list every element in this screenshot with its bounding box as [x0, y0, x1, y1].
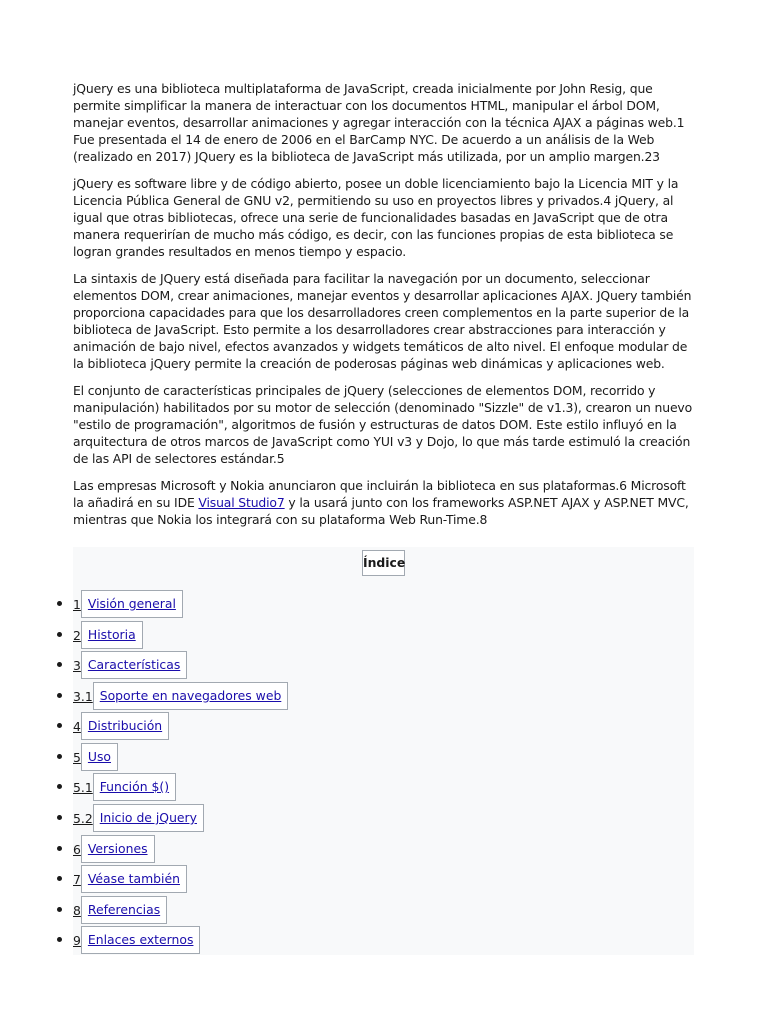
- toc-number[interactable]: 3: [73, 657, 81, 673]
- toc-number[interactable]: 4: [73, 718, 81, 734]
- toc-item-funcion[interactable]: [73, 772, 176, 802]
- toc-title: Índice: [362, 550, 405, 576]
- toc-item-vease-tambien[interactable]: [73, 864, 187, 894]
- bullet-icon: [57, 815, 62, 820]
- toc-link[interactable]: Versiones: [81, 835, 155, 863]
- toc-link[interactable]: Características: [81, 651, 187, 679]
- bullet-icon: [57, 754, 62, 759]
- toc-number[interactable]: 9: [73, 932, 81, 948]
- bullet-icon: [57, 632, 62, 637]
- toc-number[interactable]: 5.2: [73, 810, 93, 826]
- toc-number[interactable]: 6: [73, 841, 81, 857]
- toc-item-uso[interactable]: [73, 742, 118, 772]
- toc-link[interactable]: Enlaces externos: [81, 926, 201, 954]
- toc-number[interactable]: 8: [73, 902, 81, 918]
- toc-item-soporte-navegadores[interactable]: [73, 681, 288, 711]
- toc-item-inicio-jquery[interactable]: [73, 803, 204, 833]
- paragraph-syntax: La sintaxis de JQuery está diseñada para facilitar la navegación por un documento, seleccionar elementos DOM, crear animaciones, manejar eventos y desarrollar aplicaciones AJAX. JQuery también proporciona capacidades para que los desarrolladores creen complementos en la parte superior de la biblioteca de JavaScript. Esto permite a los desarrolladores crear abstracciones para interacción y animación de bajo nivel, efectos avanzados y widgets temáticos de alto nivel. El enfoque modular de la biblioteca jQuery permite la creación de poderosas páginas web dinámicas y aplicaciones web.: [73, 271, 692, 371]
- bullet-icon: [57, 693, 62, 698]
- toc-item-referencias[interactable]: [73, 895, 167, 925]
- bullet-icon: [57, 784, 62, 789]
- toc-number[interactable]: 7: [73, 871, 81, 887]
- table-of-contents: [73, 547, 694, 955]
- toc-number[interactable]: 1: [73, 596, 81, 612]
- toc-item-distribucion[interactable]: [73, 711, 169, 741]
- bullet-icon: [57, 876, 62, 881]
- toc-number[interactable]: 3.1: [73, 688, 93, 704]
- toc-number[interactable]: 5: [73, 749, 81, 765]
- bullet-icon: [57, 723, 62, 728]
- toc-link[interactable]: Soporte en navegadores web: [93, 682, 289, 710]
- toc-link[interactable]: Referencias: [81, 896, 167, 924]
- toc-item-versiones[interactable]: [73, 834, 155, 864]
- toc-link[interactable]: Distribución: [81, 712, 169, 740]
- toc-link[interactable]: Uso: [81, 743, 118, 771]
- toc-item-caracteristicas[interactable]: [73, 650, 187, 680]
- paragraph-companies-after: y la usará junto con los frameworks ASP.NET AJAX y ASP.NET MVC, mientras que Nokia los integrará con su plataforma Web Run-Time.8: [73, 495, 689, 527]
- toc-item-enlaces-externos[interactable]: [73, 925, 200, 955]
- visual-studio-link[interactable]: Visual Studio7: [198, 495, 285, 510]
- paragraph-intro: jQuery es una biblioteca multiplataforma de JavaScript, creada inicialmente por John Resig, que permite simplificar la manera de interactuar con los documentos HTML, manipular el árbol DOM, manejar eventos, desarrollar animaciones y agregar interacción con la técnica AJAX a páginas web.1 Fue presentada el 14 de enero de 2006 en el BarCamp NYC. De acuerdo a un análisis de la Web (realizado en 2017) JQuery es la biblioteca de JavaScript más utilizada, por un amplio margen.23: [73, 81, 685, 164]
- toc-item-historia[interactable]: [73, 620, 143, 650]
- paragraph-companies-before: Las empresas Microsoft y Nokia anunciaron que incluirán la biblioteca en sus plataformas.6 Microsoft la añadirá en su IDE: [73, 478, 686, 510]
- bullet-icon: [57, 907, 62, 912]
- toc-link[interactable]: Visión general: [81, 590, 183, 618]
- toc-link[interactable]: Historia: [81, 621, 143, 649]
- paragraph-features: El conjunto de características principales de jQuery (selecciones de elementos DOM, recorrido y manipulación) habilitados por su motor de selección (denominado "Sizzle" de v1.3), crearon un nuevo "estilo de programación", algoritmos de fusión y estructuras de datos DOM. Este estilo influyó en la arquitectura de otros marcos de JavaScript como YUI v3 y Dojo, lo que más tarde estimuló la creación de las API de selectores estándar.5: [73, 383, 693, 466]
- bullet-icon: [57, 601, 62, 606]
- bullet-icon: [57, 937, 62, 942]
- toc-number[interactable]: 2: [73, 627, 81, 643]
- paragraph-license: jQuery es software libre y de código abierto, posee un doble licenciamiento bajo la Licencia MIT y la Licencia Pública General de GNU v2, permitiendo su uso en proyectos libres y privados.4 jQuery, al igual que otras bibliotecas, ofrece una serie de funcionalidades basadas en JavaScript que de otra manera requerirían de mucho más código, es decir, con las funciones propias de esta biblioteca se logran grandes resultados en menos tiempo y espacio.: [73, 176, 679, 259]
- bullet-icon: [57, 662, 62, 667]
- toc-item-vision-general[interactable]: [73, 589, 183, 619]
- paragraph-companies: [73, 477, 698, 528]
- bullet-icon: [57, 846, 62, 851]
- toc-link[interactable]: Inicio de jQuery: [93, 804, 204, 832]
- toc-link[interactable]: Función $(): [93, 773, 176, 801]
- article-body: [73, 80, 698, 538]
- toc-number[interactable]: 5.1: [73, 779, 93, 795]
- toc-link[interactable]: Véase también: [81, 865, 187, 893]
